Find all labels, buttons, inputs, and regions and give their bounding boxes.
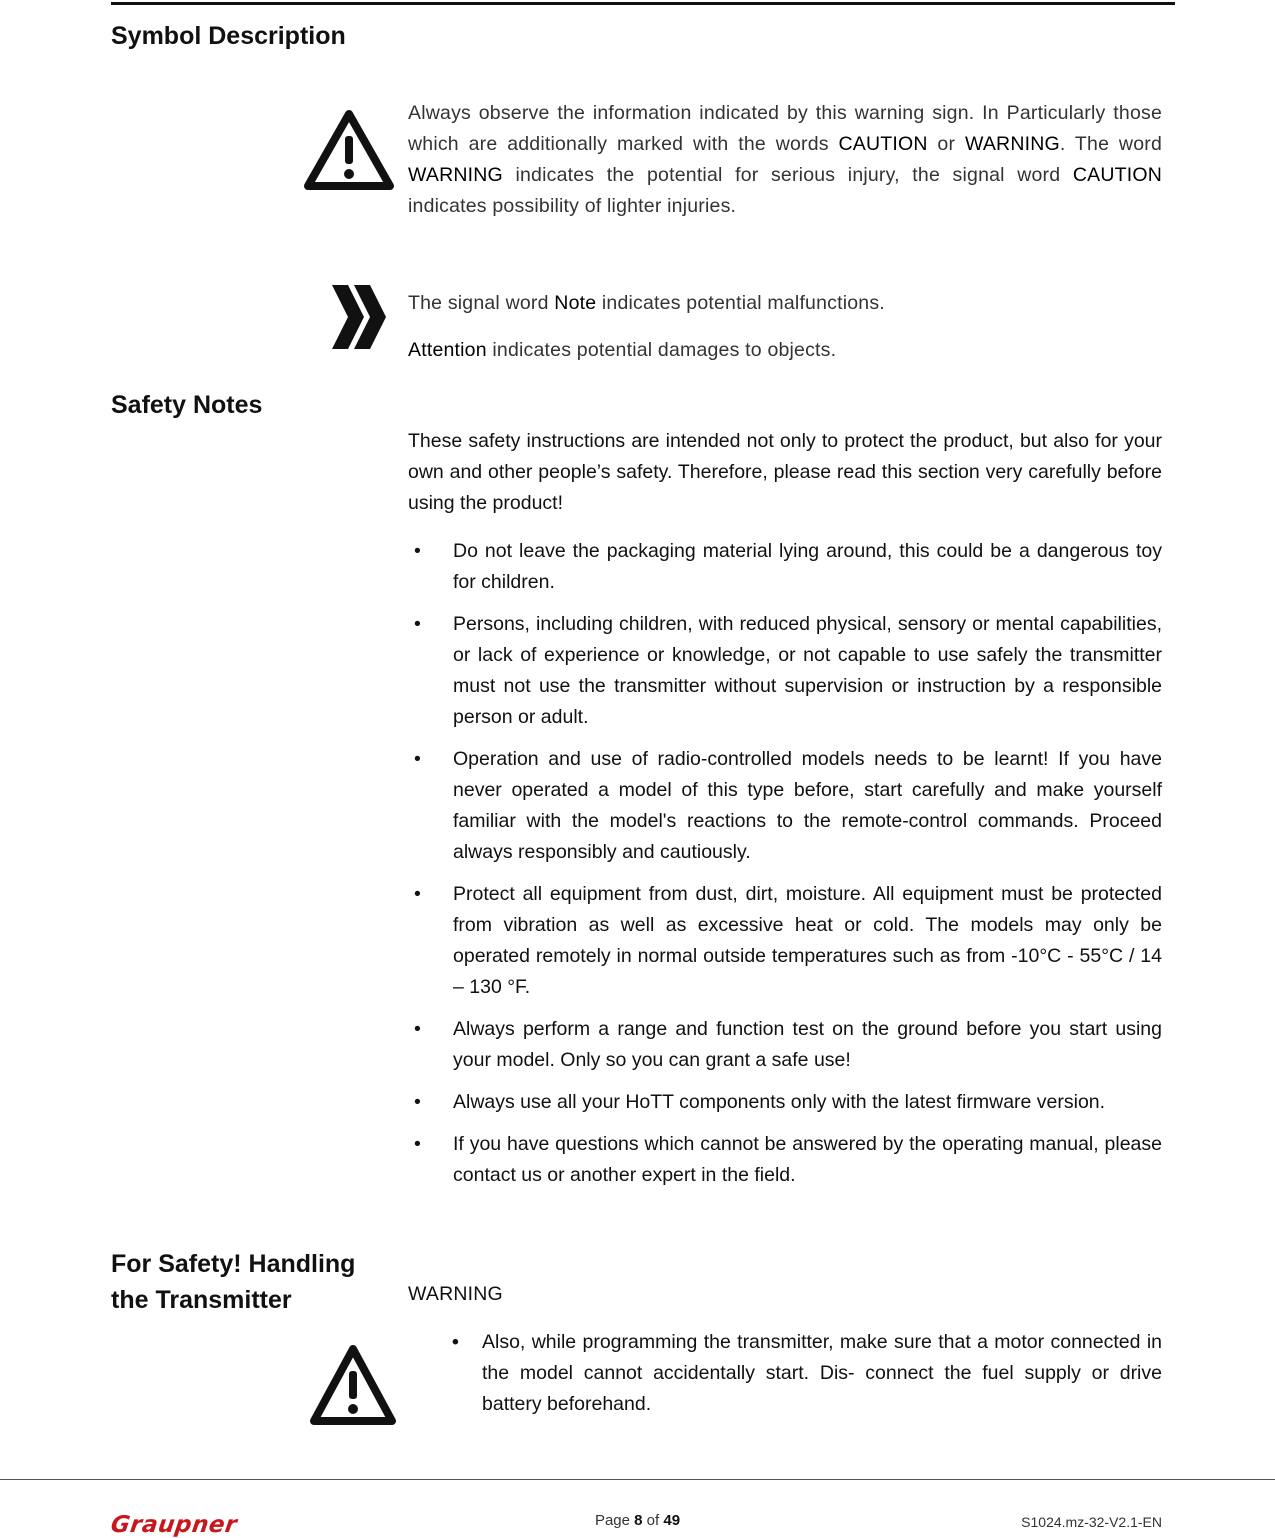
list-item: • Always perform a range and function test on the ground before you start using your model. Only so you can grant a safe use! [408,1014,1162,1076]
double-chevron-icon [328,281,388,353]
list-item: • Operation and use of radio-controlled models needs to be learnt! If you have never operated a model of this type before, start carefully and make yourself familiar with the model's reactions to the remote-control commands. Proceed always responsibly and cautiously. [408,744,1162,868]
attention-description: Attention indicates potential damages to objects. [408,339,837,361]
graupner-logo: Graupner [109,1512,239,1538]
handling-warning-label: WARNING [408,1283,503,1305]
footer-rule [0,1479,1275,1480]
bullet-dot: • [414,748,421,770]
list-item: • If you have questions which cannot be answered by the operating manual, please contact us or another expert in the field. [408,1129,1162,1191]
handling-bullet-list [452,1327,1162,1431]
page-number: Page 8 of 49 [594,1512,681,1529]
bullet-dot: • [414,1133,421,1155]
bullet-dot: • [452,1331,459,1353]
top-rule [111,2,1175,5]
list-item: • Protect all equipment from dust, dirt, moisture. All equipment must be protected from vibration as well as excessive heat or cold. The models may only be operated remotely in normal outside temperatures such as from -10°C - 55°C / 14 – 130 °F. [408,879,1162,1003]
document-id: S1024.mz-32-V2.1-EN [1021,1514,1162,1530]
list-item: • Always use all your HoTT components only with the latest firmware version. [408,1087,1162,1118]
handling-transmitter-heading: For Safety! Handling the Transmitter [111,1250,356,1314]
warning-sign-description: Always observe the information indicated by this warning sign. In Particularly those which are additionally marked with the words CAUTION or WARNING. The word WARNING indicates the potential for serious injury, the signal word CAUTION indicates possibility of lighter injuries. [408,102,1162,217]
safety-notes-heading: Safety Notes [111,391,263,419]
list-item: • Also, while programming the transmitter, make sure that a motor connected in the model cannot accidentally start. Dis- connect the fuel supply or drive battery beforehand. [452,1327,1162,1420]
note-description: The signal word Note indicates potential malfunctions. [408,292,885,314]
bullet-dot: • [414,540,421,562]
warning-triangle-icon [302,108,396,192]
warning-triangle-icon [308,1343,398,1427]
list-item: • Do not leave the packaging material lying around, this could be a dangerous toy for children. [408,536,1162,598]
list-item: • Persons, including children, with reduced physical, sensory or mental capabilities, or lack of experience or knowledge, or not capable to use safely the transmitter must not use the transmitter without supervision or instruction by a responsible person or adult. [408,609,1162,733]
safety-bullet-list [408,536,1162,1202]
bullet-dot: • [414,1091,421,1113]
bullet-dot: • [414,883,421,905]
symbol-description-heading: Symbol Description [111,22,346,50]
bullet-dot: • [414,613,421,635]
safety-intro: These safety instructions are intended not only to protect the product, but also for your own and other people’s safety. Therefore, please read this section very carefully before using the product! [408,430,1162,514]
bullet-dot: • [414,1018,421,1040]
